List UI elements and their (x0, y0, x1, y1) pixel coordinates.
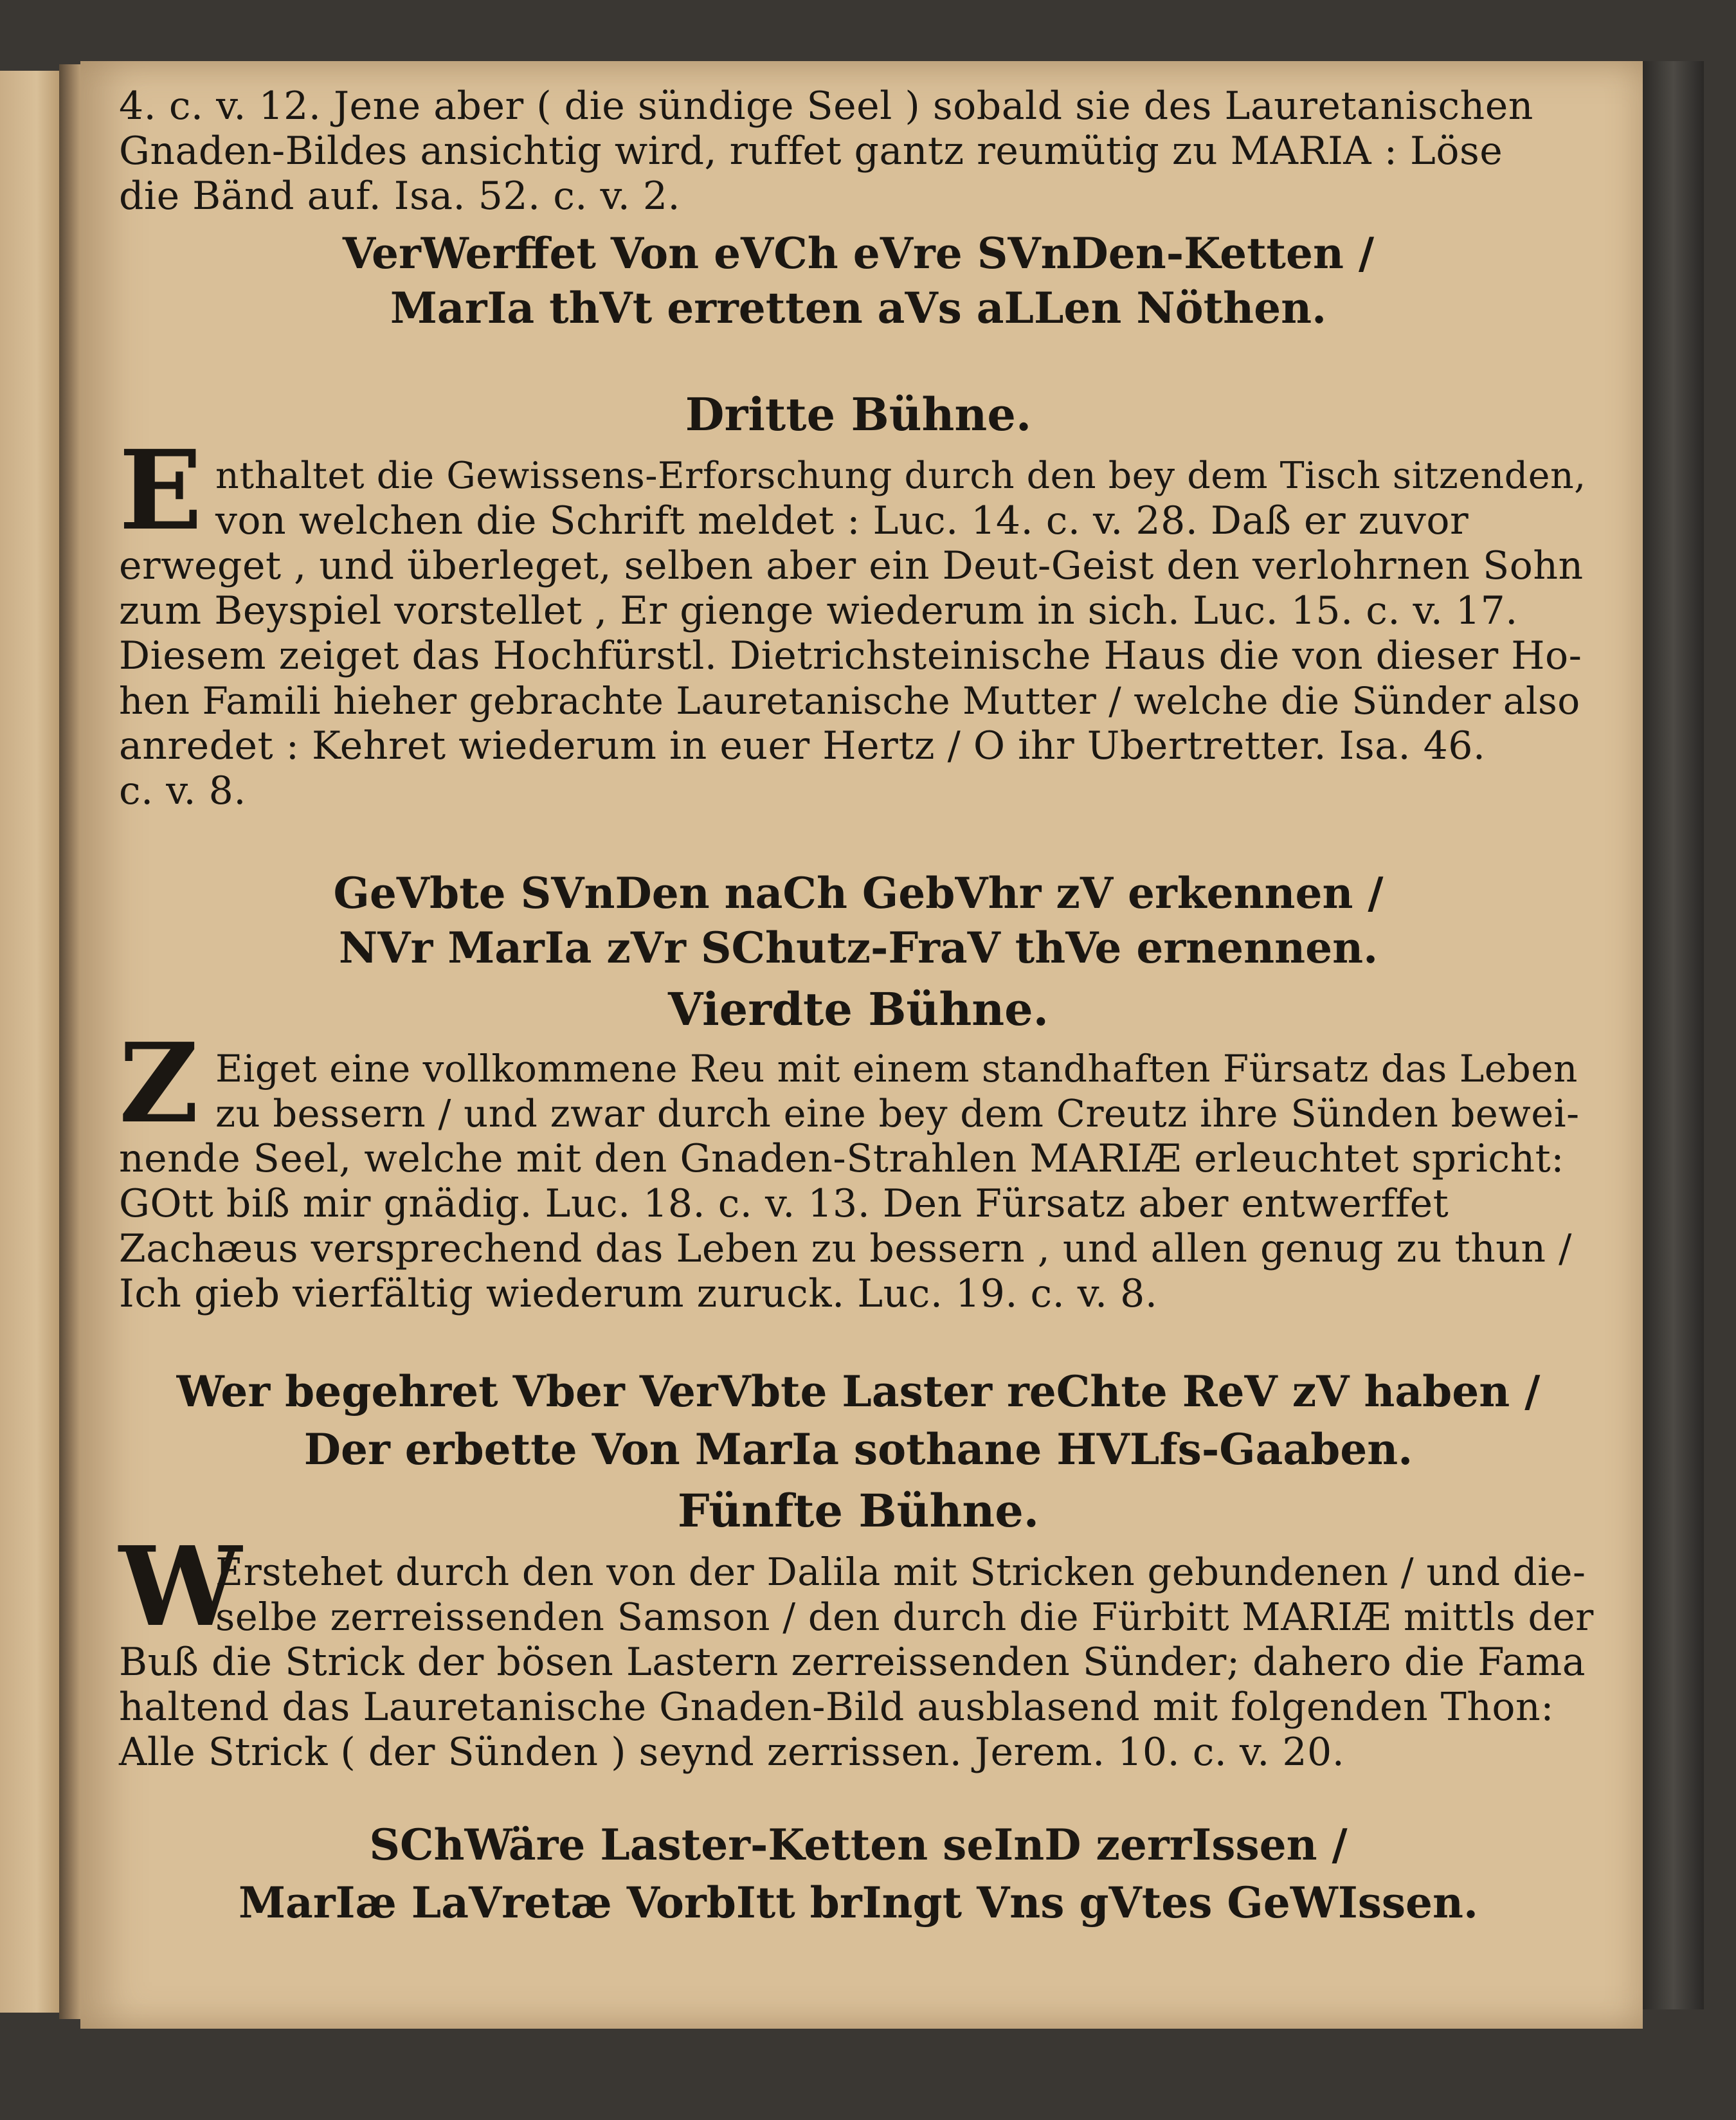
text-line: GOtt biß mir gnädig. Luc. 18. c. v. 13. Den Fürsatz aber entwerffet (119, 1181, 1449, 1226)
text-line: anredet : Kehret wiederum in euer Hertz / O ihr Ubertretter. Isa. 46. (119, 723, 1486, 768)
left-page-edge (0, 71, 61, 2013)
verse-line: NVr MarIa zVr SChutz-FraV thVe ernennen. (338, 923, 1379, 973)
text-line: Ich gieb vierfältig wiederum zuruck. Luc. 19. c. v. 8. (119, 1271, 1158, 1316)
drop-cap: W (119, 1523, 242, 1651)
text-line: selbe zerreissenden Samson / den durch die Fürbitt MARIÆ mittls der (215, 1595, 1594, 1639)
text-line: hen Famili hieher gebrachte Lauretanische Mutter / welche die Sünder also (119, 679, 1580, 723)
text-line: zu bessern / und zwar durch eine bey dem Creutz ihre Sünden bewei- (215, 1091, 1580, 1136)
text-line: Zachæus versprechend das Leben zu bessern , und allen genug zu thun / (119, 1226, 1572, 1271)
text-line: Buß die Strick der bösen Lastern zerreissenden Sünder; dahero die Fama (119, 1640, 1586, 1685)
text-line: zum Beyspiel vorstellet , Er gienge wiederum in sich. Luc. 15. c. v. 17. (119, 588, 1518, 633)
book-gutter (59, 64, 82, 2019)
book-cover-edge (1643, 61, 1704, 2009)
text-line: haltend das Lauretanische Gnaden-Bild ausblasend mit folgenden Thon: (119, 1685, 1554, 1730)
verse-line: MarIæ LaVretæ VorbItt brIngt Vns gVtes GeWIssen. (239, 1878, 1478, 1928)
section-heading: Fünfte Bühne. (677, 1484, 1040, 1537)
verse-line: Der erbette Von MarIa sothane HVLfs-Gaaben. (303, 1424, 1413, 1474)
text-line: Erstehet durch den von der Dalila mit Stricken gebundenen / und die- (215, 1550, 1586, 1594)
text-line: erweget , und überleget, selben aber ein Deut-Geist den verlohrnen Sohn (119, 543, 1584, 588)
text-line: nthaltet die Gewissens-Erforschung durch den bey dem Tisch sitzenden, (215, 455, 1586, 497)
drop-cap: Z (119, 1019, 199, 1148)
text-line: 4. c. v. 12. Jene aber ( die sündige Seel ) sobald sie des Lauretanischen (119, 84, 1533, 129)
section-heading: Vierdte Bühne. (667, 983, 1049, 1036)
text-line: Diesem zeiget das Hochfürstl. Dietrichsteinische Haus die von dieser Ho- (119, 633, 1582, 678)
text-line: von welchen die Schrift meldet : Luc. 14. c. v. 28. Daß er zuvor (215, 498, 1469, 543)
text-line: Alle Strick ( der Sünden ) seynd zerrissen. Jerem. 10. c. v. 20. (119, 1730, 1345, 1775)
verse-line: SChWäre Laster-Ketten seInD zerrIssen / (369, 1820, 1348, 1870)
text-line: c. v. 8. (119, 768, 246, 813)
drop-cap: E (119, 426, 203, 555)
text-line: Eiget eine vollkommene Reu mit einem standhaften Fürsatz das Leben (215, 1047, 1578, 1091)
verse-line: MarIa thVt erretten aVs aLLen Nöthen. (390, 283, 1327, 333)
section-heading: Dritte Bühne. (685, 388, 1032, 441)
verse-line: GeVbte SVnDen naCh GebVhr zV erkennen / (333, 868, 1384, 918)
text-line: nende Seel, welche mit den Gnaden-Strahlen MARIÆ erleuchtet spricht: (119, 1136, 1564, 1181)
verse-line: VerWerffet Von eVCh eVre SVnDen-Ketten / (342, 228, 1375, 278)
text-line: die Bänd auf. Isa. 52. c. v. 2. (119, 174, 681, 219)
verse-line: Wer begehret Vber VerVbte Laster reChte ReV zV haben / (176, 1366, 1541, 1417)
text-line: Gnaden-Bildes ansichtig wird, ruffet gantz reumütig zu MARIA : Löse (119, 129, 1503, 174)
